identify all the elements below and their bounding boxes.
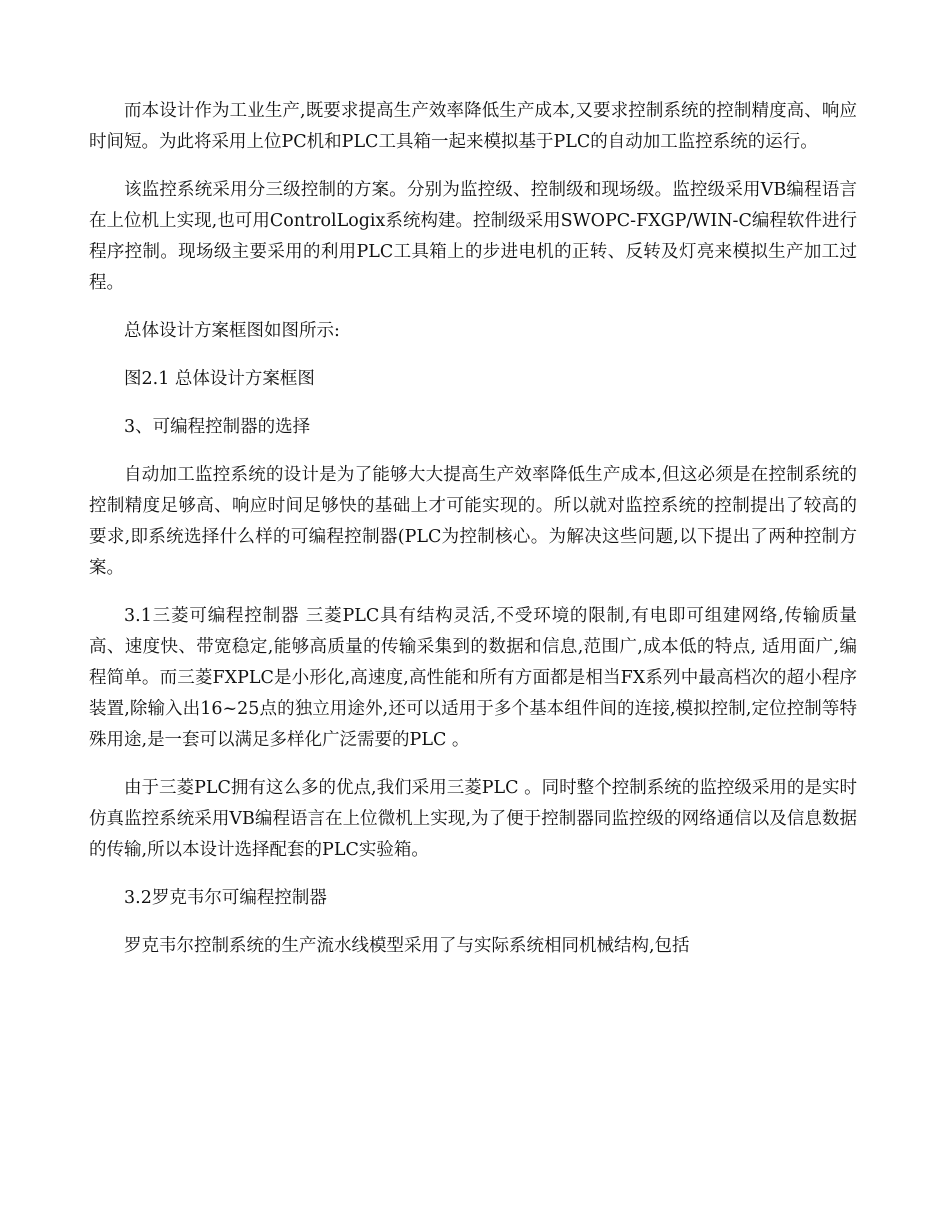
paragraph-mitsubishi-choice: 由于三菱PLC拥有这么多的优点,我们采用三菱PLC 。同时整个控制系统的监控级采用的是实时仿真监控系统采用VB编程语言在上位微机上实现,为了便于控制器同监控级的网络通信以及信息数据的传输,所以本设计选择配套的PLC实验箱。 bbox=[89, 778, 857, 860]
paragraph-rockwell: 罗克韦尔控制系统的生产流水线模型采用了与实际系统相同机械结构,包括 bbox=[124, 936, 690, 956]
section-heading-plc-selection: 3、可编程控制器的选择 bbox=[124, 417, 311, 437]
paragraph-diagram-intro: 总体设计方案框图如图所示: bbox=[124, 321, 340, 341]
figure-caption: 图2.1 总体设计方案框图 bbox=[124, 369, 315, 389]
paragraph-monitoring-scheme: 该监控系统采用分三级控制的方案。分别为监控级、控制级和现场级。监控级采用VB编程语言在上位机上实现,也可用ControlLogix系统构建。控制级采用SWOPC-FXGP/WIN-C编程软件进行程序控制。现场级主要采用的利用PLC工具箱上的步进电机的正转、反转及灯亮来模拟生产加工过程。 bbox=[89, 180, 857, 293]
section-heading-rockwell: 3.2罗克韦尔可编程控制器 bbox=[124, 888, 327, 908]
paragraph-intro: 而本设计作为工业生产,既要求提高生产效率降低生产成本,又要求控制系统的控制精度高、响应时间短。为此将采用上位PC机和PLC工具箱一起来模拟基于PLC的自动加工监控系统的运行。 bbox=[89, 101, 857, 152]
paragraph-plc-requirements: 自动加工监控系统的设计是为了能够大大提高生产效率降低生产成本,但这必须是在控制系统的控制精度足够高、响应时间足够快的基础上才可能实现的。所以就对监控系统的控制提出了较高的要求,即系统选择什么样的可编程控制器(PLC为控制核心。为解决这些问题,以下提出了两种控制方案。 bbox=[89, 465, 857, 578]
paragraph-mitsubishi-plc: 3.1三菱可编程控制器 三菱PLC具有结构灵活,不受环境的限制,有电即可组建网络,传输质量高、速度快、带宽稳定,能够高质量的传输采集到的数据和信息,范围广,成本低的特点, 适用面广,编程简单。而三菱FXPLC是小形化,高速度,高性能和所有方面都是相当FX系列中最高档次的超小程序装置,除输入出16~25点的独立用途外,还可以适用于多个基本组件间的连接,模拟控制,定位控制等特殊用途,是一套可以满足多样化广泛需要的PLC 。 bbox=[89, 606, 857, 750]
document-body bbox=[89, 96, 857, 979]
